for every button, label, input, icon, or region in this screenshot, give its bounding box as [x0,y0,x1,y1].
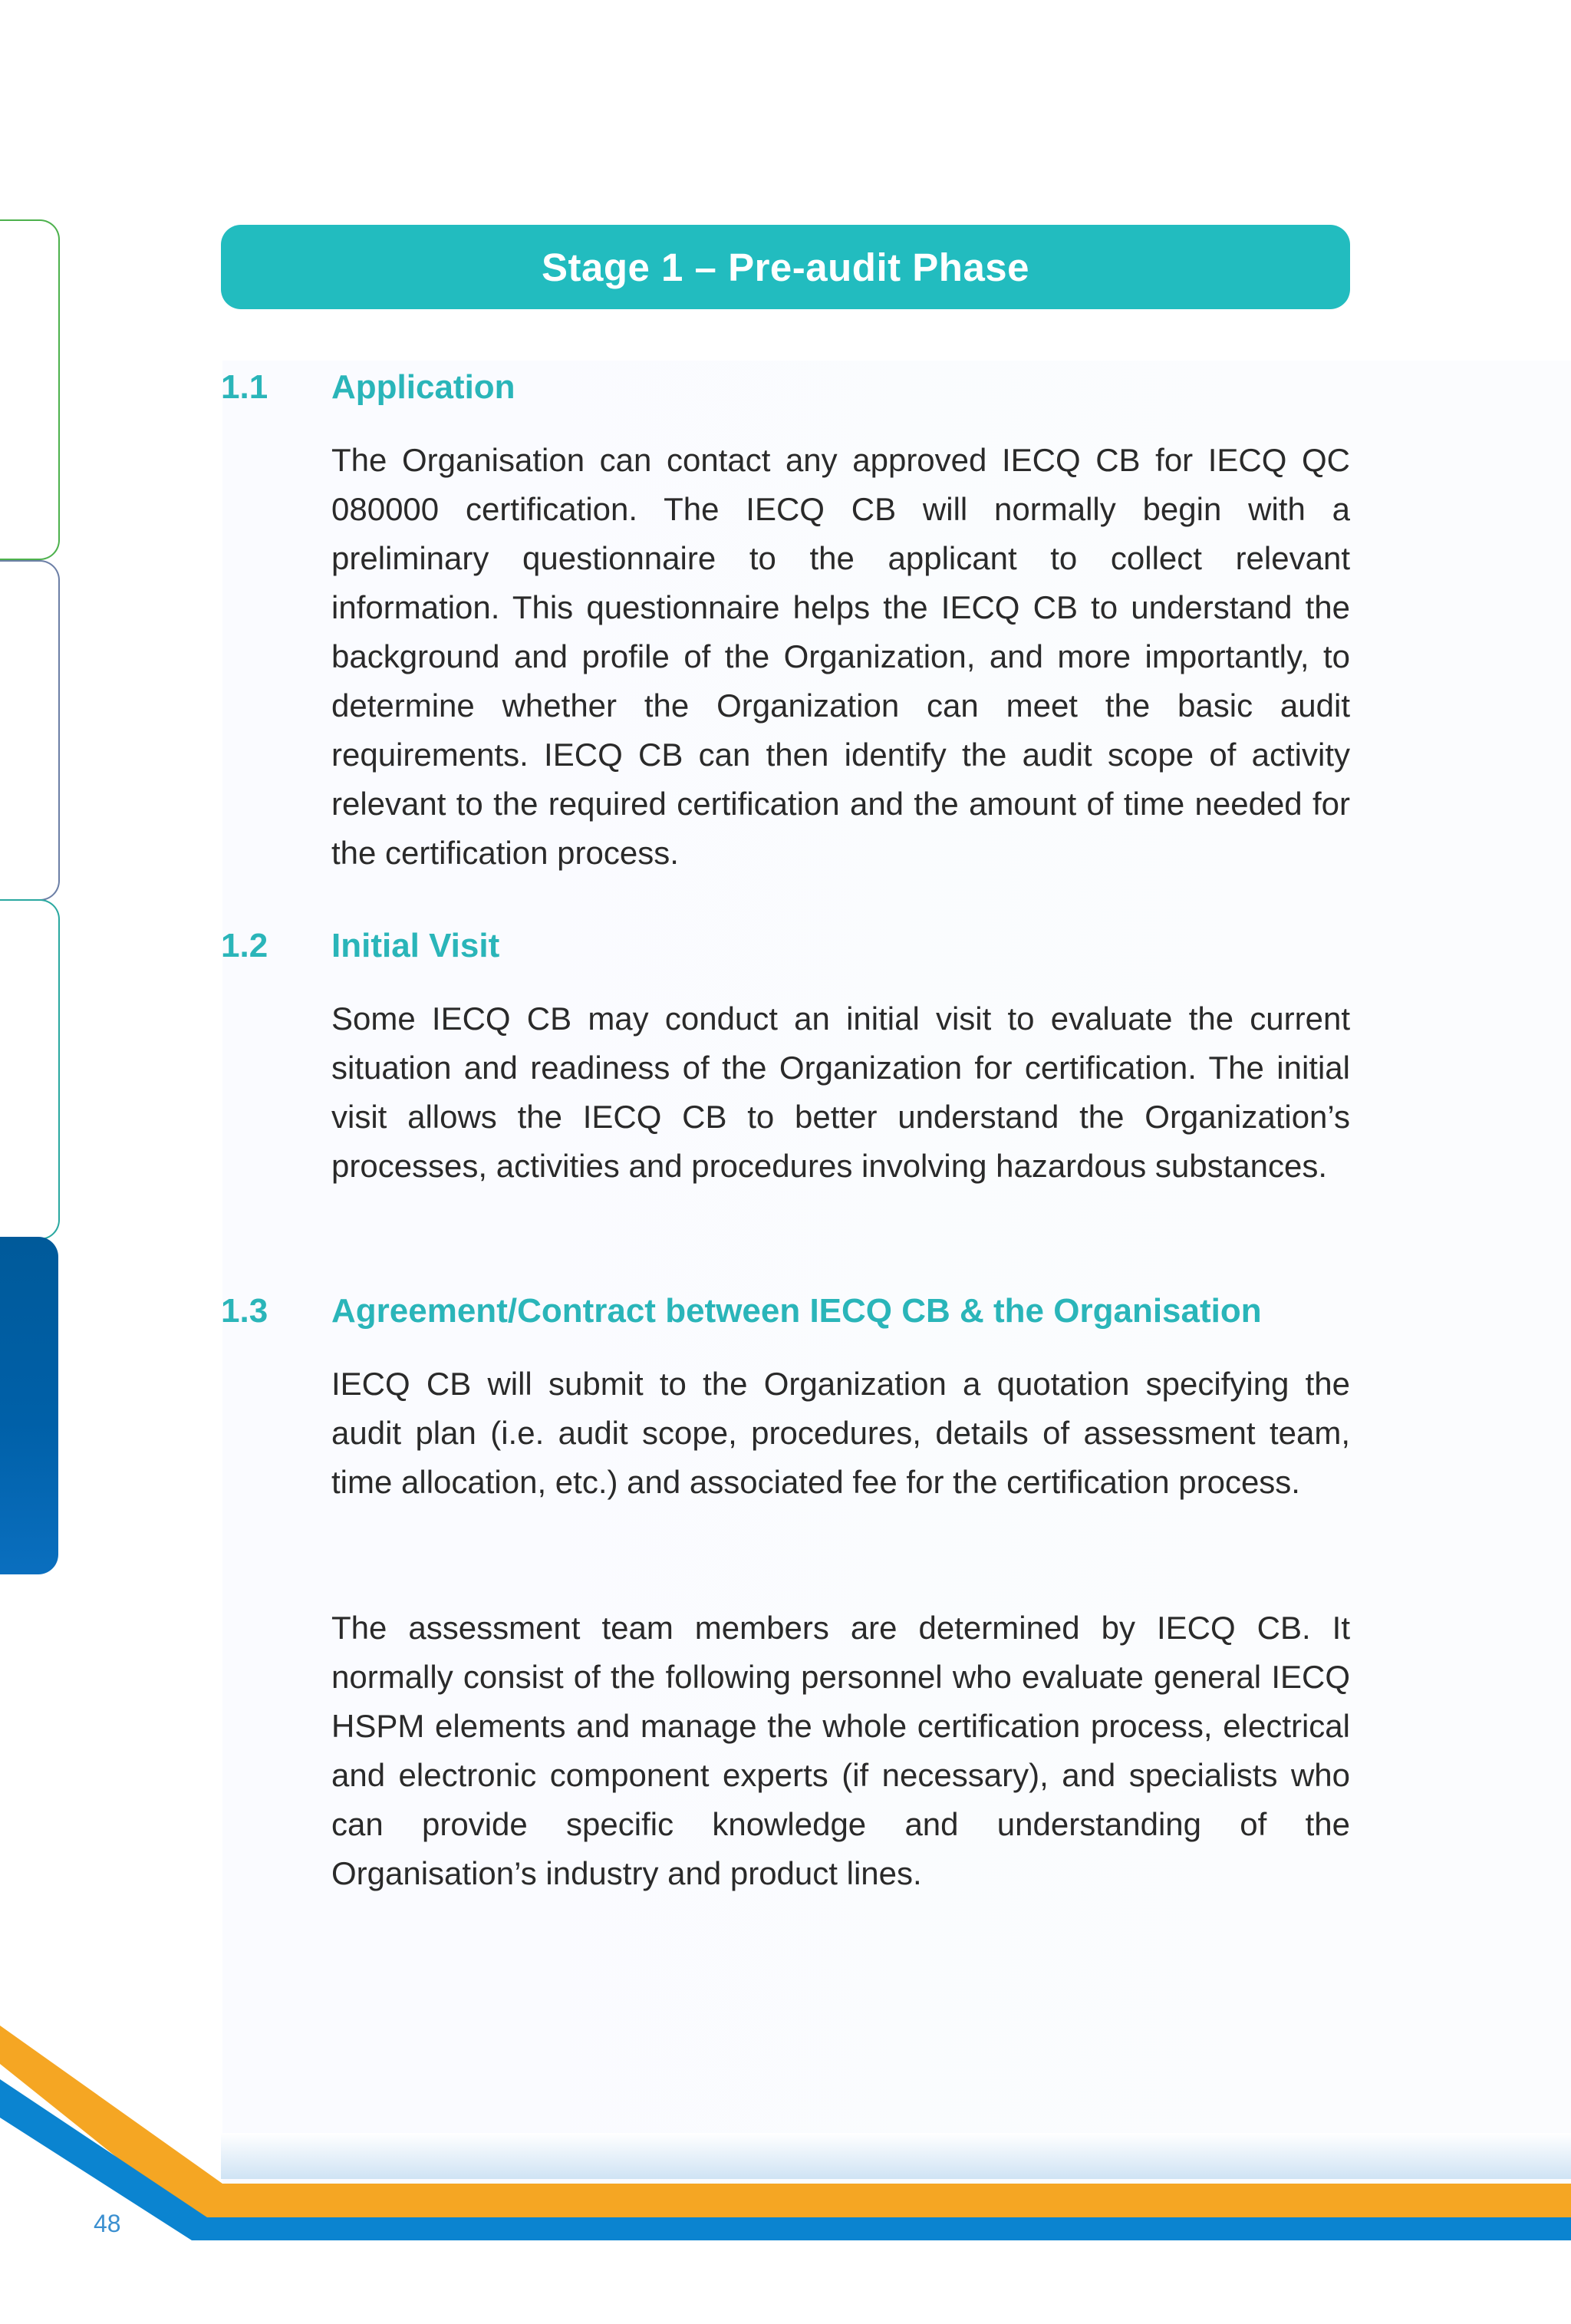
section-title: Agreement/Contract between IECQ CB & the Organisation [331,1292,1262,1330]
section-title: Initial Visit [331,927,500,964]
section-title: Application [331,368,515,406]
chapter-tab-2[interactable] [0,560,60,901]
section-paragraph: The Organisation can contact any approved IECQ CB for IECQ QC 080000 certification. The IECQ CB will normally begin with a preliminary questionnaire to the applicant to collect relevant information. This questionnaire helps the IECQ CB to understand the background and profile of the Organization, and more importantly, to determine whether the Organization can meet the basic audit requirements. IECQ CB can then identify the audit scope of activity relevant to the required certification and the amount of time needed for the certification process. [331,442,1350,871]
stage-banner [221,225,1350,309]
chapter-tab-3[interactable] [0,899,60,1240]
section-number: 1.2 [221,927,268,964]
section-number: 1.1 [221,368,268,406]
section-number: 1.3 [221,1292,268,1330]
stage-title: Stage 1 – Pre-audit Phase [541,245,1030,289]
section-paragraph: IECQ CB will submit to the Organization a quotation specifying the audit plan (i.e. audit scope, procedures, details of assessment team, time allocation, etc.) and associated fee for the certification process. [331,1366,1350,1500]
footer-stripes [0,1995,1571,2324]
section-paragraph: The assessment team members are determined by IECQ CB. It normally consist of the following personnel who evaluate general IECQ HSPM elements and manage the whole certification process, electrical and electronic component experts (if necessary), and specialists who can provide specific knowledge and understanding of the Organisation’s industry and product lines. [331,1610,1350,1891]
section-paragraph: Some IECQ CB may conduct an initial visit to evaluate the current situation and readiness of the Organization for certification. The initial visit allows the IECQ CB to better understand the Organization’s processes, activities and procedures involving hazardous substances. [331,1000,1350,1184]
chapter-tab-active[interactable] [0,1237,58,1574]
page-number: 48 [94,2210,121,2237]
chapter-tab-1[interactable] [0,219,60,560]
